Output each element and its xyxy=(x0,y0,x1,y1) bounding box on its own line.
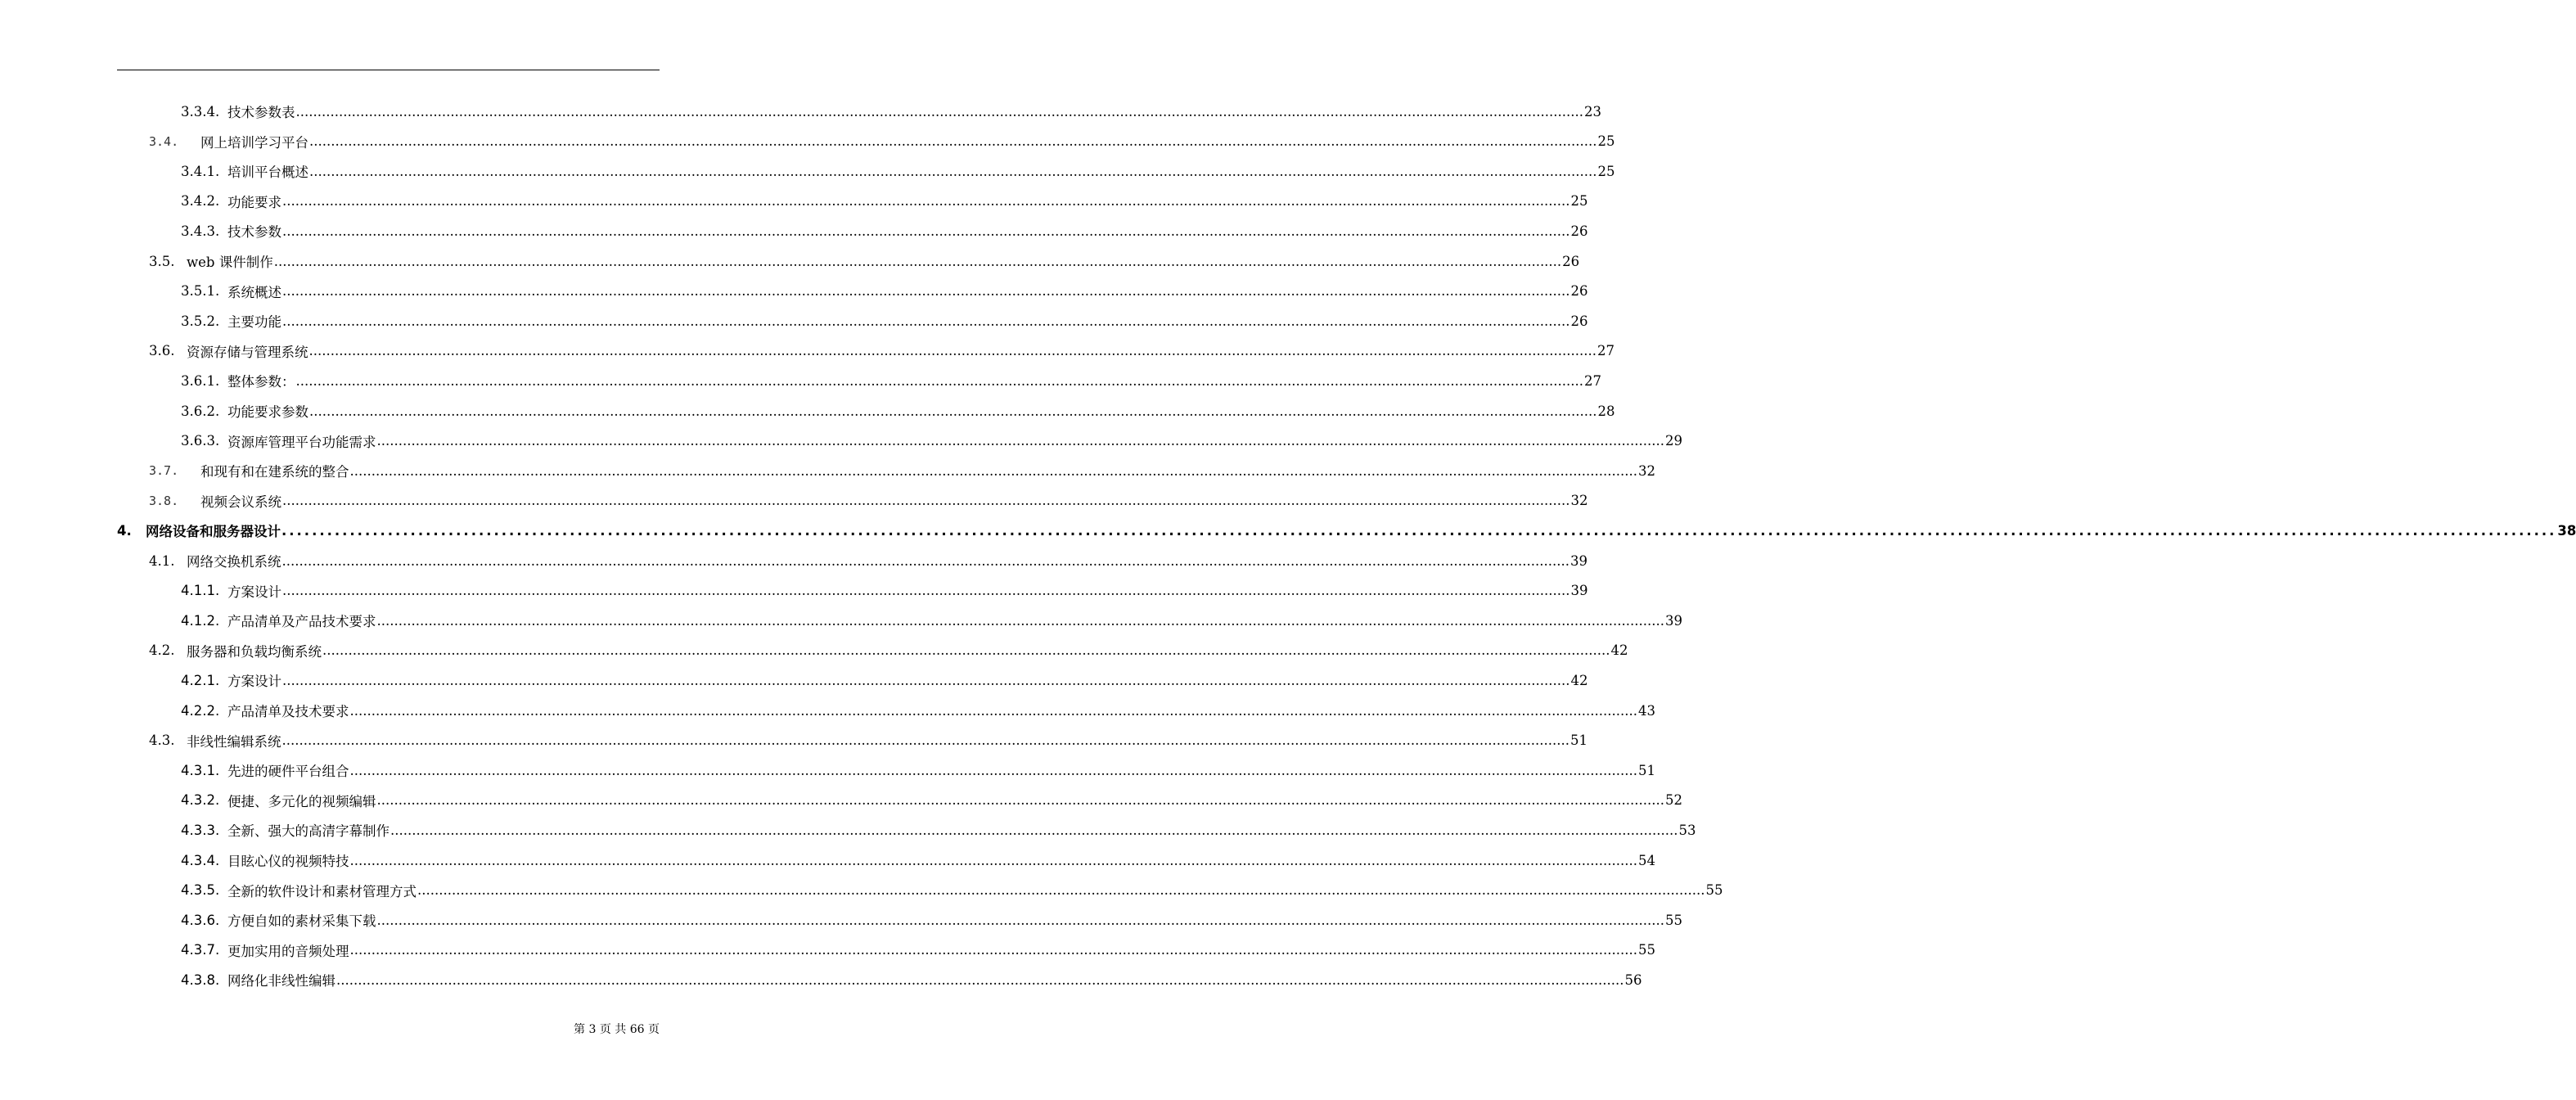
toc-entry-title: 网络交换机系统 xyxy=(187,554,281,570)
toc-entry[interactable] xyxy=(181,606,1682,635)
toc-entry[interactable] xyxy=(149,726,1587,755)
toc-entry-number: 4.3.5. xyxy=(181,882,220,899)
toc-entry-title: 资源存储与管理系统 xyxy=(187,344,308,360)
toc-entry-page: 26 xyxy=(1562,253,1580,269)
toc-entry-page: 26 xyxy=(1570,283,1588,300)
toc-entry-page: 29 xyxy=(1664,433,1682,449)
toc-entry[interactable] xyxy=(181,277,1588,306)
toc-entry[interactable] xyxy=(149,636,1628,665)
toc-entry[interactable] xyxy=(181,755,1655,785)
toc-dot-leader: ............................................................................................................................................................................................................................................................................................................ xyxy=(309,163,1597,179)
toc-entry-page: 43 xyxy=(1637,702,1655,719)
page-footer: 第 3 页 共 66 页 xyxy=(574,1023,660,1036)
toc-entry[interactable] xyxy=(181,396,1615,426)
toc-entry-page: 25 xyxy=(1597,133,1615,150)
toc-entry-title: 主要功能 xyxy=(227,314,281,331)
toc-entry-page: 25 xyxy=(1597,163,1615,179)
toc-entry-page: 39 xyxy=(1570,583,1588,599)
toc-entry[interactable] xyxy=(181,97,1601,126)
toc-entry[interactable] xyxy=(181,965,1642,994)
toc-entry-title: 全新的软件设计和素材管理方式 xyxy=(227,883,417,899)
toc-entry-title: 功能要求 xyxy=(227,194,281,210)
toc-entry-number: 3.4.1. xyxy=(181,163,220,179)
toc-entry[interactable] xyxy=(181,815,1696,845)
toc-entry-number: 4.3. xyxy=(149,733,175,749)
toc-entry-page: 42 xyxy=(1610,642,1628,659)
toc-entry-number: 3.4. xyxy=(149,133,179,149)
toc-entry[interactable] xyxy=(181,696,1655,725)
toc-entry-page: 56 xyxy=(1624,972,1642,988)
toc-entry-title: 更加实用的音频处理 xyxy=(227,943,349,959)
toc-entry-number: 4.2. xyxy=(149,642,175,659)
toc-entry-number: 3.3.4. xyxy=(181,103,220,119)
toc-entry-page: 27 xyxy=(1583,372,1601,389)
toc-entry-page: 42 xyxy=(1570,672,1588,688)
toc-entry-number: 4.1.1. xyxy=(181,583,220,599)
toc-entry[interactable] xyxy=(181,665,1588,695)
toc-entry-number: 4.3.7. xyxy=(181,942,220,958)
toc-dot-leader: ............................................................................................................................................................................................................................................................................................................ xyxy=(376,612,1664,629)
toc-entry-title: 资源库管理平台功能需求 xyxy=(227,434,376,450)
toc-entry-number: 4.3.2. xyxy=(181,792,220,809)
toc-entry-title: 网上培训学习平台 xyxy=(200,134,308,151)
toc-dot-leader: ............................................................................................................................................................................................................................................................................................................ xyxy=(309,403,1597,419)
toc-entry-number: 4.2.2. xyxy=(181,702,220,719)
toc-entry-number: 4.3.6. xyxy=(181,912,220,928)
toc-dot-leader: ............................................................................................................................................................................................................................................................................................................ xyxy=(282,493,1570,509)
toc-entry[interactable] xyxy=(149,486,1588,516)
toc-dot-leader: ............................................................................................................................................................................................................................................................................................................ xyxy=(282,283,1570,300)
toc-entry-page: 52 xyxy=(1664,792,1682,809)
toc-entry-page: 26 xyxy=(1570,223,1588,239)
toc-entry-page: 53 xyxy=(1678,822,1696,838)
toc-entry-page: 54 xyxy=(1637,852,1655,868)
toc-dot-leader: ............................................................................................................................................................................................................................................................................................................ xyxy=(281,552,1569,569)
toc-dot-leader: ............................................................................................................................................................................................................................................................................................................ xyxy=(282,223,1570,239)
toc-dot-leader: ............................................................................................................................................................................................................................................................................................................ xyxy=(417,882,1705,899)
toc-entry-page: 32 xyxy=(1570,493,1588,509)
toc-entry-number: 3.6.3. xyxy=(181,433,220,449)
toc-entry-title: 产品清单及技术要求 xyxy=(227,704,349,719)
toc-dot-leader: ............................................................................................................................................................................................................................................................................................................ xyxy=(295,103,1583,119)
toc-dot-leader: ............................................................................................................................................................................................................................................................................................................ xyxy=(281,522,2557,539)
toc-dot-leader: ............................................................................................................................................................................................................................................................................................................ xyxy=(349,852,1637,868)
toc-entry-title: 先进的硬件平台组合 xyxy=(227,764,349,780)
toc-entry[interactable] xyxy=(181,216,1588,246)
toc-entry-title: 系统概述 xyxy=(227,284,281,300)
toc-entry[interactable] xyxy=(149,246,1580,276)
toc-dot-leader: ............................................................................................................................................................................................................................................................................................................ xyxy=(308,343,1596,359)
toc-entry-number: 4. xyxy=(117,522,132,539)
toc-entry-title: 培训平台概述 xyxy=(227,165,308,181)
toc-entry-title: 目眩心仪的视频特技 xyxy=(227,854,349,869)
toc-entry-page: 55 xyxy=(1705,882,1723,899)
toc-entry[interactable] xyxy=(181,876,1723,905)
toc-entry[interactable] xyxy=(149,336,1615,366)
toc-entry-title: 网络化非线性编辑 xyxy=(227,973,336,990)
toc-entry-title: 方便自如的素材采集下载 xyxy=(227,913,376,930)
toc-entry-page: 51 xyxy=(1637,762,1655,778)
toc-entry-number: 3.4.2. xyxy=(181,193,220,210)
toc-dot-leader: ............................................................................................................................................................................................................................................................................................................ xyxy=(282,193,1570,210)
toc-entry[interactable] xyxy=(181,786,1682,815)
toc-entry-title: 技术参数 xyxy=(227,224,281,241)
toc-entry-page: 27 xyxy=(1596,343,1615,359)
toc-entry[interactable] xyxy=(181,935,1655,965)
toc-entry[interactable] xyxy=(181,306,1588,336)
toc-dot-leader: ............................................................................................................................................................................................................................................................................................................ xyxy=(309,133,1597,150)
toc-entry-title: 全新、强大的高清字幕制作 xyxy=(227,823,390,840)
toc-entry-number: 3.8. xyxy=(149,493,179,508)
toc-entry[interactable] xyxy=(181,576,1588,606)
toc-entry-title: 便捷、多元化的视频编辑 xyxy=(227,793,376,809)
toc-entry-page: 32 xyxy=(1637,462,1655,479)
toc-entry-title: 产品清单及产品技术要求 xyxy=(227,614,376,630)
toc-entry[interactable] xyxy=(181,426,1682,456)
toc-entry-number: 3.6.2. xyxy=(181,403,220,419)
toc-entry-number: 4.3.4. xyxy=(181,852,220,868)
toc-entry[interactable] xyxy=(181,156,1615,186)
toc-entry-number: 4.3.3. xyxy=(181,822,220,838)
toc-entry[interactable] xyxy=(181,366,1601,395)
toc-entry[interactable] xyxy=(149,456,1655,485)
toc-entry-title: 功能要求参数 xyxy=(227,404,308,420)
toc-entry-number: 3.7. xyxy=(149,463,179,479)
toc-entry-number: 3.6. xyxy=(149,343,175,359)
toc-entry-number: 4.3.1. xyxy=(181,762,220,778)
toc-entry-page: 23 xyxy=(1583,103,1601,119)
toc-entry-title: 非线性编辑系统 xyxy=(187,733,281,750)
toc-entry-title: 技术参数表 xyxy=(227,105,295,120)
toc-entry-title: web 课件制作 xyxy=(187,255,273,270)
toc-entry-page: 51 xyxy=(1569,733,1587,749)
toc-entry-title: 网络设备和服务器设计 xyxy=(146,524,281,540)
toc-entry-page: 28 xyxy=(1597,403,1615,419)
toc-entry-page: 39 xyxy=(1569,552,1587,569)
toc-dot-leader: ............................................................................................................................................................................................................................................................................................................ xyxy=(376,433,1664,449)
toc-dot-leader: ............................................................................................................................................................................................................................................................................................................ xyxy=(281,733,1569,749)
toc-entry[interactable] xyxy=(149,127,1615,156)
toc-entry-page: 55 xyxy=(1664,912,1682,928)
toc-entry[interactable] xyxy=(181,905,1682,935)
toc-dot-leader: ............................................................................................................................................................................................................................................................................................................ xyxy=(273,253,1562,269)
toc-dot-leader: ............................................................................................................................................................................................................................................................................................................ xyxy=(376,912,1664,928)
toc-entry-title: 服务器和负载均衡系统 xyxy=(187,643,322,660)
toc-dot-leader: ............................................................................................................................................................................................................................................................................................................ xyxy=(282,313,1570,329)
toc-entry-number: 3.6.1. xyxy=(181,372,220,389)
toc-entry-number: 3.4.3. xyxy=(181,223,220,239)
toc-entry-title: 和现有和在建系统的整合 xyxy=(200,464,349,480)
toc-entry-number: 4.2.1. xyxy=(181,672,220,688)
toc-entry-title: 方案设计 xyxy=(227,674,281,690)
toc-entry-title: 方案设计 xyxy=(227,584,281,600)
toc-dot-leader: ............................................................................................................................................................................................................................................................................................................ xyxy=(349,462,1637,479)
toc-entry-page: 25 xyxy=(1570,193,1588,210)
toc-entry-page: 38 xyxy=(2557,522,2576,539)
toc-dot-leader: ............................................................................................................................................................................................................................................................................................................ xyxy=(282,672,1570,688)
toc-dot-leader: ............................................................................................................................................................................................................................................................................................................ xyxy=(349,702,1637,719)
toc-dot-leader: ............................................................................................................................................................................................................................................................................................................ xyxy=(376,792,1664,809)
toc-entry-number: 3.5. xyxy=(149,253,175,269)
toc-entry-number: 3.5.2. xyxy=(181,313,220,329)
toc-entry-title: 视频会议系统 xyxy=(200,494,281,510)
toc-entry[interactable] xyxy=(117,516,2576,545)
toc-entry-number: 4.3.8. xyxy=(181,972,220,988)
toc-entry-page: 26 xyxy=(1570,313,1588,329)
toc-dot-leader: ............................................................................................................................................................................................................................................................................................................ xyxy=(390,822,1678,838)
toc-entry-page: 39 xyxy=(1664,612,1682,629)
toc-dot-leader: ............................................................................................................................................................................................................................................................................................................ xyxy=(322,642,1610,659)
toc-dot-leader: ............................................................................................................................................................................................................................................................................................................ xyxy=(349,942,1637,958)
toc-entry-number: 4.1. xyxy=(149,552,175,569)
toc-entry[interactable] xyxy=(181,845,1655,875)
toc-entry-number: 4.1.2. xyxy=(181,612,220,629)
toc-entry-page: 55 xyxy=(1637,942,1655,958)
toc-dot-leader: ............................................................................................................................................................................................................................................................................................................ xyxy=(295,372,1583,389)
toc-entry-title: 整体参数： xyxy=(227,374,295,390)
toc-entry[interactable] xyxy=(181,187,1588,216)
toc-dot-leader: ............................................................................................................................................................................................................................................................................................................ xyxy=(336,972,1624,988)
toc-entry-number: 3.5.1. xyxy=(181,283,220,300)
toc-dot-leader: ............................................................................................................................................................................................................................................................................................................ xyxy=(282,583,1570,599)
toc-entry[interactable] xyxy=(149,546,1587,575)
toc-dot-leader: ............................................................................................................................................................................................................................................................................................................ xyxy=(349,762,1637,778)
